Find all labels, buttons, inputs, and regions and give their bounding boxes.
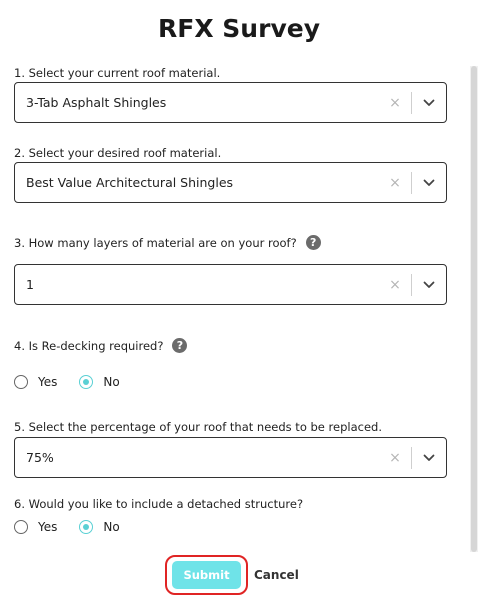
q3-select[interactable] <box>14 264 447 305</box>
q1-select-value: 3-Tab Asphalt Shingles <box>26 95 167 110</box>
scrollbar-track[interactable] <box>470 66 478 552</box>
q3-label <box>14 235 321 250</box>
q5-select[interactable] <box>14 437 447 478</box>
q4-radio-no[interactable] <box>79 375 93 389</box>
chevron-down-icon[interactable] <box>418 93 440 113</box>
chevron-down-icon[interactable] <box>418 275 440 295</box>
question-icon[interactable]: ? <box>172 338 187 353</box>
q5-select-value: 75% <box>26 450 54 465</box>
select-separator <box>411 172 412 194</box>
q4-radio-yes[interactable] <box>14 375 28 389</box>
q5-label <box>14 420 382 434</box>
q2-label-text: 2. Select your desired roof material. <box>14 146 222 160</box>
q4-no-label[interactable]: No <box>103 375 120 389</box>
q2-label <box>14 146 221 160</box>
q1-label <box>14 66 220 80</box>
q6-radio-yes[interactable] <box>14 520 28 534</box>
q1-select[interactable] <box>14 82 447 123</box>
q4-label-text: 4. Is Re-decking required? <box>14 338 164 353</box>
q2-select[interactable] <box>14 162 447 203</box>
q3-label-text: 3. How many layers of material are on your roof? <box>14 235 297 250</box>
select-separator <box>411 274 412 296</box>
submit-button[interactable]: Submit <box>172 561 241 589</box>
select-separator <box>411 92 412 114</box>
q3-select-value: 1 <box>26 277 34 292</box>
clear-icon[interactable]: × <box>389 276 401 293</box>
chevron-down-icon[interactable] <box>418 448 440 468</box>
clear-icon[interactable]: × <box>389 449 401 466</box>
q6-label-text: 6. Would you like to include a detached structure? <box>14 497 304 511</box>
q6-no-label[interactable]: No <box>103 520 120 534</box>
q1-label-text: 1. Select your current roof material. <box>14 66 221 80</box>
select-separator <box>411 447 412 469</box>
q5-label-text: 5. Select the percentage of your roof that needs to be replaced. <box>14 420 382 434</box>
q4-yes-label[interactable]: Yes <box>38 375 58 389</box>
q2-select-value: Best Value Architectural Shingles <box>26 175 234 190</box>
page-title: RFX Survey <box>158 14 320 43</box>
q4-label <box>14 338 187 353</box>
clear-icon[interactable]: × <box>389 174 401 191</box>
q6-radio-no[interactable] <box>79 520 93 534</box>
question-icon[interactable]: ? <box>306 235 321 250</box>
cancel-button[interactable]: Cancel <box>254 568 299 582</box>
q6-yes-label[interactable]: Yes <box>38 520 58 534</box>
chevron-down-icon[interactable] <box>418 173 440 193</box>
q6-label <box>14 497 303 511</box>
q4-radio-group <box>14 375 120 389</box>
scrollbar-thumb[interactable] <box>471 66 477 552</box>
clear-icon[interactable]: × <box>389 94 401 111</box>
q6-radio-group <box>14 520 120 534</box>
